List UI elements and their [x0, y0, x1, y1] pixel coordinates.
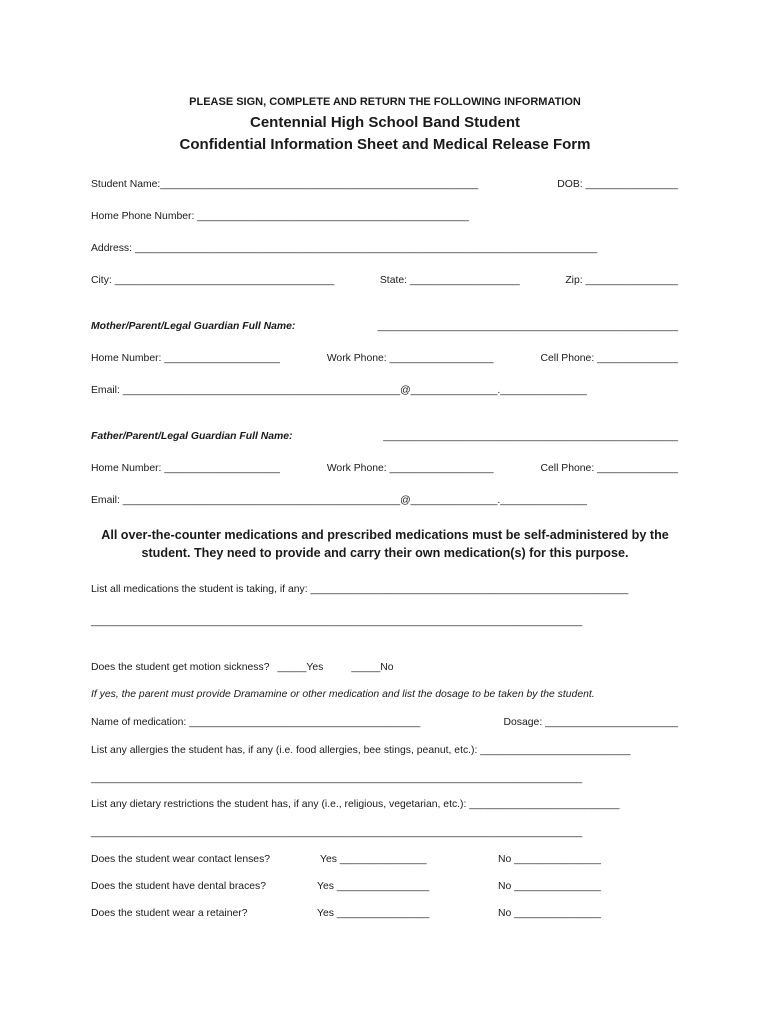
braces-question: Does the student have dental braces?	[91, 881, 267, 892]
retainer-question: Does the student wear a retainer?	[91, 908, 248, 919]
contacts-question: Does the student wear contact lenses?	[91, 854, 271, 865]
medications-row	[91, 583, 678, 597]
father-work-field[interactable]: Work Phone: __________________	[326, 463, 494, 474]
zip-field[interactable]: Zip: ________________	[565, 275, 678, 286]
dob-field[interactable]: DOB: ________________	[557, 179, 678, 190]
contacts-no[interactable]: No _______________	[498, 854, 601, 865]
father-phones-row	[91, 462, 678, 476]
motion-sickness-row	[91, 661, 678, 675]
dietary-field[interactable]: List any dietary restrictions the student has, if any (i.e., religious, vegetarian, etc.): __________________________	[91, 799, 620, 810]
father-name-row	[91, 430, 678, 444]
medications-cont-field[interactable]: _____________________________________________________________________________________	[91, 616, 583, 627]
father-home-field[interactable]: Home Number: ____________________	[91, 463, 280, 474]
home-phone-row	[91, 210, 678, 224]
motion-sickness-yes[interactable]: _____Yes	[277, 662, 324, 673]
contacts-yes[interactable]: Yes _______________	[320, 854, 427, 865]
medications-cont-row	[91, 615, 678, 629]
mother-cell-field[interactable]: Cell Phone: ______________	[540, 353, 678, 364]
address-field[interactable]: Address: ________________________________________________________________________________	[91, 243, 598, 254]
mother-name-label: Mother/Parent/Legal Guardian Full Name:	[91, 321, 296, 332]
mother-phones-row	[91, 352, 678, 366]
retainer-yes[interactable]: Yes ________________	[317, 908, 430, 919]
medication-name-field[interactable]: Name of medication: ________________________________________	[91, 717, 421, 728]
father-name-label: Father/Parent/Legal Guardian Full Name:	[91, 431, 293, 442]
retainer-row	[91, 907, 678, 921]
motion-note-row	[91, 688, 678, 702]
allergies-row	[91, 744, 678, 758]
dietary-cont-field[interactable]: _____________________________________________________________________________________	[91, 827, 583, 838]
father-name-field[interactable]: ___________________________________________________	[383, 431, 678, 442]
medications-field[interactable]: List all medications the student is taking, if any: _______________________________________________________	[91, 584, 629, 595]
home-phone-field[interactable]: Home Phone Number: _______________________________________________	[91, 211, 469, 222]
allergies-cont-field[interactable]: _____________________________________________________________________________________	[91, 773, 583, 784]
father-email-field[interactable]: Email: ________________________________________________@_______________._______________	[91, 495, 587, 506]
mother-name-row	[91, 320, 678, 334]
form-subtitle: Confidential Information Sheet and Medical Release Form	[179, 136, 591, 153]
allergies-cont-row	[91, 772, 678, 786]
city-state-zip-row	[91, 274, 678, 288]
dietary-cont-row	[91, 826, 678, 840]
father-cell-field[interactable]: Cell Phone: ______________	[540, 463, 678, 474]
mother-email-field[interactable]: Email: ________________________________________________@_______________._______________	[91, 385, 587, 396]
mother-email-row	[91, 384, 678, 398]
form-title: Centennial High School Band Student	[250, 114, 520, 131]
motion-sickness-no[interactable]: _____No	[351, 662, 394, 673]
title-line-2	[60, 135, 710, 155]
father-email-row	[91, 494, 678, 508]
braces-no[interactable]: No _______________	[498, 881, 601, 892]
contacts-row	[91, 853, 678, 867]
mother-work-field[interactable]: Work Phone: __________________	[326, 353, 494, 364]
motion-sickness-question: Does the student get motion sickness?	[91, 662, 270, 673]
title-line-1	[60, 113, 710, 133]
address-row	[91, 242, 678, 256]
mother-name-field[interactable]: ____________________________________________________	[377, 321, 678, 332]
mother-home-field[interactable]: Home Number: ____________________	[91, 353, 280, 364]
state-field[interactable]: State: ___________________	[379, 275, 520, 286]
retainer-no[interactable]: No _______________	[498, 908, 601, 919]
instruction-line	[60, 95, 710, 109]
dietary-row	[91, 798, 678, 812]
medication-name-row	[91, 716, 678, 730]
student-name-field[interactable]: Student Name:_______________________________________________________	[91, 179, 479, 190]
motion-note: If yes, the parent must provide Dramamine or other medication and list the dosage to be taken by the student.	[91, 689, 595, 700]
medication-notice: All over-the-counter medications and prescribed medications must be self-administered by the student. They need to provide and carry their own medication(s) for this purpose.	[101, 528, 669, 560]
braces-row	[91, 880, 678, 894]
allergies-field[interactable]: List any allergies the student has, if any (i.e. food allergies, bee stings, peanut, etc.): __________________________	[91, 745, 631, 756]
braces-yes[interactable]: Yes ________________	[317, 881, 430, 892]
instruction-text: PLEASE SIGN, COMPLETE AND RETURN THE FOLLOWING INFORMATION	[189, 96, 581, 108]
city-field[interactable]: City: ______________________________________	[91, 275, 335, 286]
student-name-row	[91, 178, 678, 192]
dosage-field[interactable]: Dosage: _______________________	[503, 717, 678, 728]
